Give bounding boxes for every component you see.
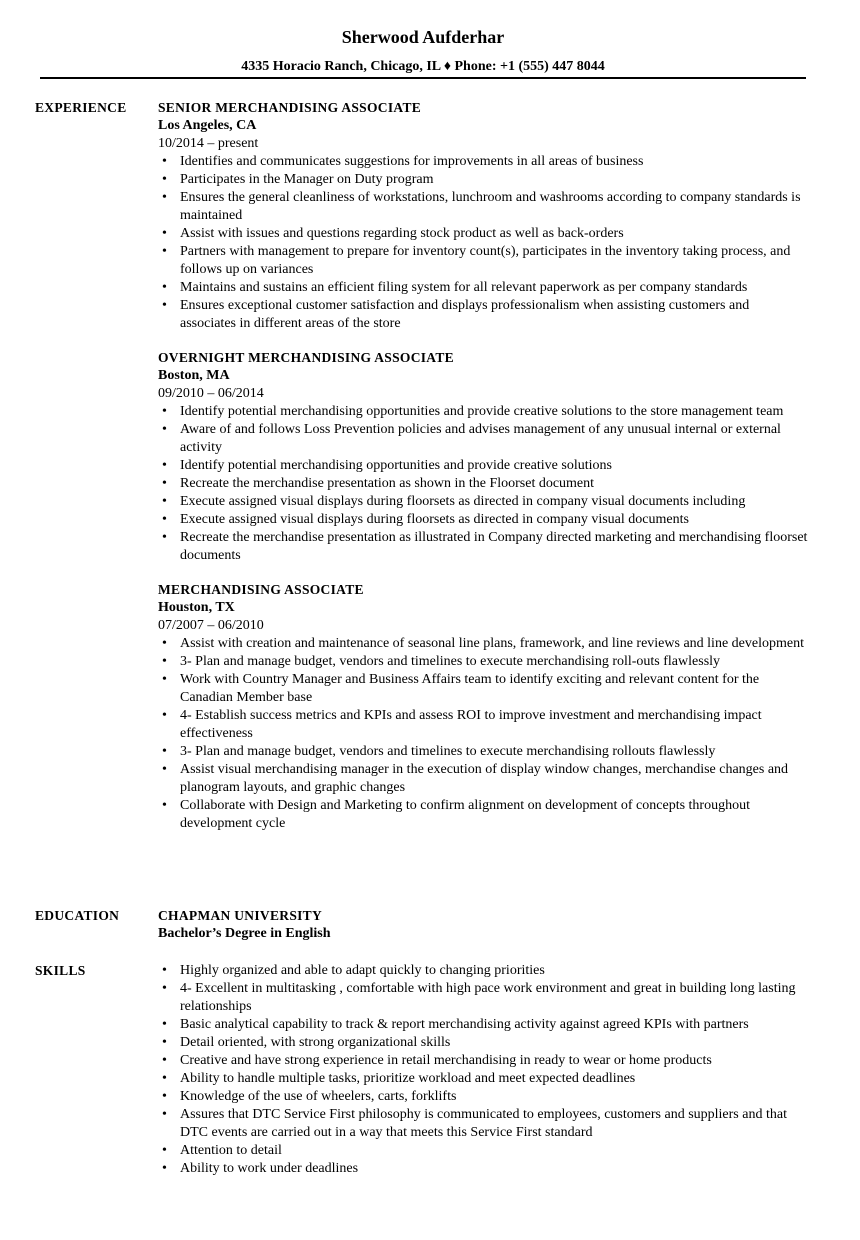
bullet-icon: • — [162, 494, 167, 509]
skill-item — [158, 1052, 808, 1070]
bullet-icon: • — [162, 744, 167, 759]
duty-item — [158, 743, 808, 761]
bullet-icon: • — [162, 422, 167, 437]
bullet-icon: • — [162, 1161, 167, 1176]
bullet-icon: • — [162, 154, 167, 169]
job-duties — [158, 153, 808, 333]
bullet-icon: • — [162, 458, 167, 473]
duty-text: Participates in the Manager on Duty program — [180, 172, 434, 187]
duty-text: Identifies and communicates suggestions for improvements in all areas of business — [180, 154, 644, 169]
bullet-icon: • — [162, 1089, 167, 1104]
skill-text: Highly organized and able to adapt quickly to changing priorities — [180, 963, 545, 978]
duty-item — [158, 761, 808, 797]
job-duties — [158, 403, 808, 565]
education-heading: EDUCATION — [35, 908, 120, 923]
bullet-icon: • — [162, 404, 167, 419]
skill-item — [158, 1070, 808, 1088]
duty-text: Work with Country Manager and Business Affairs team to identify exciting and relevant content for the Canadian Member base — [180, 672, 760, 705]
education-body — [158, 907, 808, 943]
job-title: MERCHANDISING ASSOCIATE — [158, 582, 364, 597]
skill-item — [158, 1142, 808, 1160]
skills-heading: SKILLS — [35, 963, 86, 978]
bullet-icon: • — [162, 476, 167, 491]
skills-list — [158, 962, 808, 1178]
skill-item — [158, 1160, 808, 1178]
duty-item — [158, 225, 808, 243]
duty-text: Execute assigned visual displays during floorsets as directed in company visual documents — [180, 512, 689, 527]
duty-item — [158, 493, 808, 511]
bullet-icon: • — [162, 1071, 167, 1086]
job-location: Boston, MA — [158, 368, 230, 383]
bullet-icon: • — [162, 636, 167, 651]
bullet-icon: • — [162, 244, 167, 259]
duty-item — [158, 653, 808, 671]
job-entry — [158, 99, 808, 333]
candidate-name: Sherwood Aufderhar — [341, 27, 505, 47]
skill-text: Ability to work under deadlines — [180, 1161, 359, 1176]
bullet-icon: • — [162, 1143, 167, 1158]
job-dates: 07/2007 – 06/2010 — [158, 618, 264, 633]
bullet-icon: • — [162, 798, 167, 813]
skill-item — [158, 1106, 808, 1142]
duty-text: Assist visual merchandising manager in the execution of display window changes, merchandise changes and planogram layouts, and graphic changes — [180, 762, 789, 795]
bullet-icon: • — [162, 1017, 167, 1032]
duty-item — [158, 279, 808, 297]
skill-text: Knowledge of the use of wheelers, carts, forklifts — [180, 1089, 457, 1104]
job-location: Houston, TX — [158, 600, 235, 615]
duty-text: Recreate the merchandise presentation as illustrated in Company directed marketing and merchandising floorset documents — [180, 530, 808, 563]
job-entry — [158, 581, 808, 833]
skill-item — [158, 1088, 808, 1106]
header-divider — [40, 77, 806, 79]
skill-text: 4- Excellent in multitasking , comfortable with high pace work environment and great in building long lasting relationships — [180, 981, 796, 1014]
contact-line: 4335 Horacio Ranch, Chicago, IL ♦ Phone: +1 (555) 447 8044 — [241, 59, 605, 74]
bullet-icon: • — [162, 530, 167, 545]
skill-item — [158, 1016, 808, 1034]
bullet-icon: • — [162, 172, 167, 187]
duty-item — [158, 511, 808, 529]
duty-text: 4- Establish success metrics and KPIs and assess ROI to improve investment and merchandising impact effectiveness — [180, 708, 762, 741]
experience-body — [158, 99, 808, 849]
job-title: OVERNIGHT MERCHANDISING ASSOCIATE — [158, 350, 454, 365]
skill-text: Assures that DTC Service First philosophy is communicated to employees, customers and suppliers and that DTC events are carried out in a way that meets this Service First standard — [180, 1107, 787, 1140]
job-duties — [158, 635, 808, 833]
skill-text: Creative and have strong experience in retail merchandising in ready to wear or home products — [180, 1053, 712, 1068]
duty-text: Recreate the merchandise presentation as shown in the Floorset document — [180, 476, 595, 491]
bullet-icon: • — [162, 654, 167, 669]
bullet-icon: • — [162, 708, 167, 723]
bullet-icon: • — [162, 1107, 167, 1122]
job-location: Los Angeles, CA — [158, 118, 257, 133]
duty-item — [158, 457, 808, 475]
skills-body — [158, 962, 808, 1178]
bullet-icon: • — [162, 762, 167, 777]
duty-item — [158, 153, 808, 171]
duty-text: 3- Plan and manage budget, vendors and timelines to execute merchandising roll-outs flawlessly — [180, 654, 721, 669]
skill-text: Attention to detail — [180, 1143, 282, 1158]
duty-item — [158, 171, 808, 189]
duty-text: Identify potential merchandising opportunities and provide creative solutions to the store management team — [180, 404, 784, 419]
job-dates: 10/2014 – present — [158, 136, 259, 151]
job-dates: 09/2010 – 06/2014 — [158, 386, 264, 401]
school-name: CHAPMAN UNIVERSITY — [158, 908, 323, 923]
duty-item — [158, 297, 808, 333]
duty-item — [158, 671, 808, 707]
skill-item — [158, 962, 808, 980]
bullet-icon: • — [162, 512, 167, 527]
skill-item — [158, 1034, 808, 1052]
duty-text: Ensures the general cleanliness of workstations, lunchroom and washrooms according to company standards is maintained — [180, 190, 801, 223]
degree: Bachelor’s Degree in English — [158, 926, 331, 941]
duty-text: Assist with creation and maintenance of seasonal line plans, framework, and line reviews and line development — [180, 636, 804, 651]
duty-text: Collaborate with Design and Marketing to confirm alignment on development of concepts throughout development cycle — [180, 798, 750, 831]
job-entry — [158, 349, 808, 565]
duty-item — [158, 529, 808, 565]
duty-item — [158, 475, 808, 493]
duty-item — [158, 797, 808, 833]
experience-heading: EXPERIENCE — [35, 100, 127, 115]
skill-item — [158, 980, 808, 1016]
duty-item — [158, 189, 808, 225]
duty-text: Execute assigned visual displays during floorsets as directed in company visual documents including — [180, 494, 746, 509]
bullet-icon: • — [162, 981, 167, 996]
skill-text: Detail oriented, with strong organizational skills — [180, 1035, 451, 1050]
duty-text: Identify potential merchandising opportunities and provide creative solutions — [180, 458, 612, 473]
bullet-icon: • — [162, 280, 167, 295]
job-title: SENIOR MERCHANDISING ASSOCIATE — [158, 100, 422, 115]
duty-text: Aware of and follows Loss Prevention policies and advises management of any unusual internal or external activity — [180, 422, 781, 455]
bullet-icon: • — [162, 1053, 167, 1068]
skill-text: Basic analytical capability to track & report merchandising activity against agreed KPIs with partners — [180, 1017, 749, 1032]
duty-item — [158, 635, 808, 653]
duty-text: Assist with issues and questions regarding stock product as well as back-orders — [180, 226, 624, 241]
duty-text: 3- Plan and manage budget, vendors and timelines to execute merchandising rollouts flawlessly — [180, 744, 716, 759]
duty-text: Ensures exceptional customer satisfaction and displays professionalism when assisting customers and associates in different areas of the store — [180, 298, 750, 331]
duty-text: Partners with management to prepare for inventory count(s), participates in the inventory taking process, and follows up on variances — [180, 244, 791, 277]
bullet-icon: • — [162, 963, 167, 978]
bullet-icon: • — [162, 190, 167, 205]
skill-text: Ability to handle multiple tasks, prioritize workload and meet expected deadlines — [180, 1071, 636, 1086]
bullet-icon: • — [162, 672, 167, 687]
bullet-icon: • — [162, 298, 167, 313]
bullet-icon: • — [162, 1035, 167, 1050]
duty-item — [158, 421, 808, 457]
duty-item — [158, 243, 808, 279]
bullet-icon: • — [162, 226, 167, 241]
duty-item — [158, 707, 808, 743]
duty-text: Maintains and sustains an efficient filing system for all relevant paperwork as per company standards — [180, 280, 748, 295]
duty-item — [158, 403, 808, 421]
